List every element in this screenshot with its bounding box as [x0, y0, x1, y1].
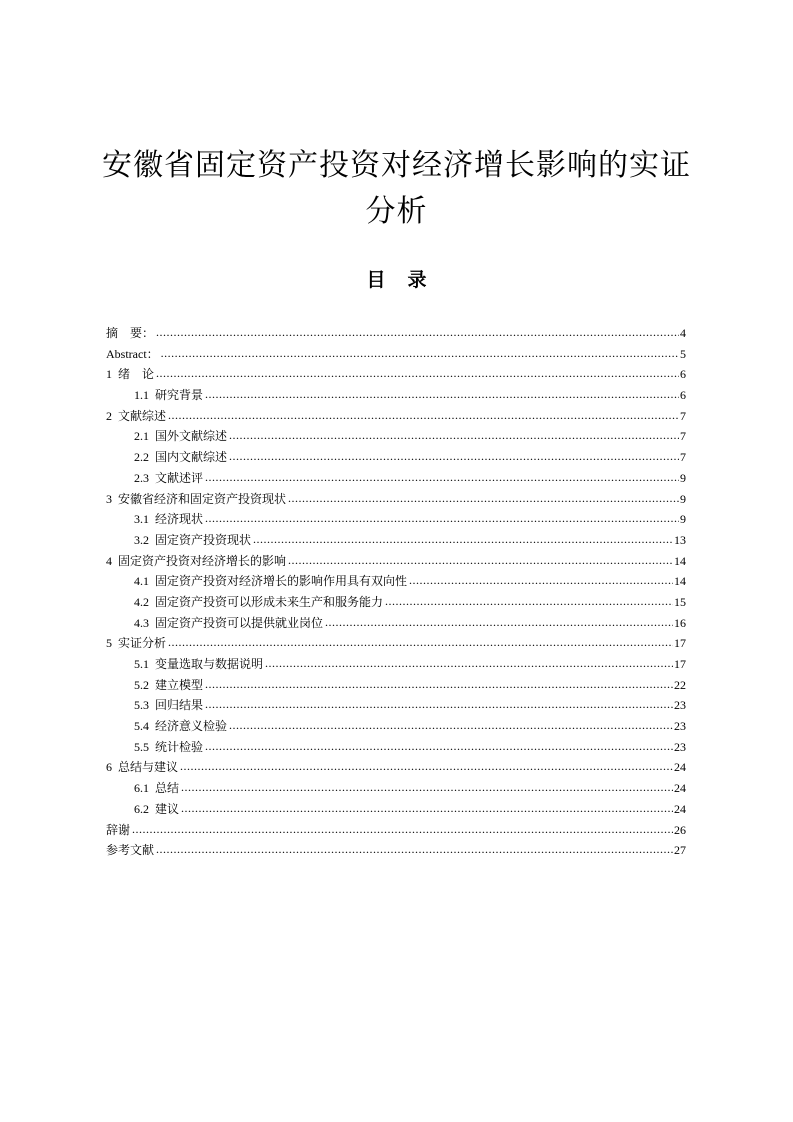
- toc-dot-leader: [205, 674, 673, 695]
- toc-entry-number: 4.3: [134, 615, 149, 630]
- toc-entry-page: 9: [680, 512, 686, 527]
- toc-entry-page: 9: [680, 491, 686, 506]
- toc-entry-page: 24: [674, 760, 686, 775]
- toc-entry-6-2[interactable]: [106, 799, 686, 820]
- toc-entry-label: 研究背景: [155, 388, 204, 403]
- toc-entry-label: 经济意义检验: [155, 719, 228, 734]
- toc-entry-page: 5: [680, 346, 686, 361]
- toc-dot-leader: [205, 384, 679, 405]
- toc-entry-4[interactable]: [106, 551, 686, 572]
- toc-entry-page: 23: [674, 719, 686, 734]
- toc-dot-leader: [205, 508, 679, 529]
- title-line-1: 安徽省固定资产投资对经济增长影响的实证: [102, 148, 691, 183]
- toc-entry-2-1[interactable]: [106, 426, 686, 447]
- toc-entry-number: 3: [106, 491, 112, 506]
- toc-entry-page: 6: [680, 388, 686, 403]
- toc-entry-page: 14: [674, 574, 686, 589]
- toc-entry-label: 固定资产投资可以提供就业岗位: [155, 615, 324, 630]
- toc-entry-page: 24: [674, 781, 686, 796]
- toc-entry-page: 4: [680, 326, 686, 340]
- toc-entry-page: 22: [674, 677, 686, 692]
- toc-entry-3[interactable]: [106, 489, 686, 510]
- toc-entry-references[interactable]: [106, 840, 686, 861]
- toc-entry-label: 文献述评: [155, 470, 204, 485]
- toc-dot-leader: [205, 467, 679, 488]
- toc-entry-number: 4: [106, 553, 112, 568]
- toc-entry-number: 2.1: [134, 429, 149, 444]
- toc-entry-label: 总结: [155, 781, 180, 796]
- toc-dot-leader: [205, 736, 673, 757]
- toc-entry-page: 17: [674, 657, 686, 671]
- toc-heading-part-2: 录: [407, 269, 427, 291]
- toc-entry-abstract-en[interactable]: [106, 344, 686, 365]
- toc-entry-page: 27: [674, 843, 686, 858]
- toc-entry-number: 3.2: [134, 532, 149, 547]
- toc-heading-part-1: 目: [366, 269, 386, 291]
- toc-dot-leader: [180, 756, 673, 777]
- toc-entry-page: 14: [674, 553, 686, 568]
- toc-entry-number: 4.1: [134, 574, 149, 589]
- toc-entry-abstract-cn[interactable]: [106, 323, 686, 344]
- toc-dot-leader: [205, 694, 673, 715]
- toc-entry-5-2[interactable]: [106, 675, 686, 696]
- toc-dot-leader: [385, 591, 673, 612]
- toc-entry-number: 5: [106, 636, 112, 651]
- toc-entry-page: 24: [674, 801, 686, 816]
- toc-entry-label: 安徽省经济和固定资产投资现状: [118, 491, 287, 506]
- toc-entry-4-3[interactable]: [106, 613, 686, 634]
- toc-entry-label: Abstract：: [106, 346, 159, 361]
- toc-entry-label: 辞谢: [106, 822, 131, 837]
- toc-entry-label: 建立模型: [155, 677, 204, 692]
- toc-entry-label: 实证分析: [118, 636, 167, 651]
- toc-entry-label: 变量选取与数据说明: [155, 657, 264, 671]
- toc-entry-2[interactable]: [106, 406, 686, 427]
- toc-entry-page: 7: [680, 408, 686, 423]
- toc-entry-5-1[interactable]: [106, 654, 686, 675]
- toc-entry-number: 3.1: [134, 512, 149, 527]
- toc-entry-number: 5.4: [134, 719, 149, 734]
- toc-entry-label: 总结与建议: [118, 760, 179, 775]
- toc-entry-page: 17: [674, 636, 686, 651]
- toc-entry-label: 参考文献: [106, 843, 155, 858]
- toc-entry-label: 文献综述: [118, 408, 167, 423]
- toc-entry-label: 建议: [155, 801, 180, 816]
- toc-dot-leader: [161, 343, 679, 364]
- toc-entry-1-1[interactable]: [106, 385, 686, 406]
- toc-dot-leader: [288, 488, 679, 509]
- toc-dot-leader: [229, 715, 673, 736]
- toc-entry-5[interactable]: [106, 633, 686, 654]
- toc-entry-3-1[interactable]: [106, 509, 686, 530]
- toc-entry-label: 国内文献综述: [155, 450, 228, 465]
- toc-entry-number: 2.3: [134, 470, 149, 485]
- toc-entry-6[interactable]: [106, 757, 686, 778]
- title-line-2: 分析: [365, 194, 428, 229]
- toc-entry-2-2[interactable]: [106, 447, 686, 468]
- toc-entry-label: 固定资产投资对经济增长的影响作用具有双向性: [155, 574, 408, 589]
- toc-entry-number: 5.1: [134, 657, 149, 671]
- toc-entry-page: 7: [680, 429, 686, 444]
- toc-dot-leader: [156, 322, 679, 343]
- toc-entry-page: 23: [674, 698, 686, 713]
- toc-entry-5-4[interactable]: [106, 716, 686, 737]
- toc-dot-leader: [132, 819, 673, 840]
- toc-entry-number: 2: [106, 408, 112, 423]
- toc-entry-number: 1: [106, 367, 112, 382]
- toc-dot-leader: [181, 798, 673, 819]
- toc-entry-page: 13: [674, 532, 686, 547]
- toc-entry-label: 绪 论: [118, 367, 155, 382]
- toc-entry-5-3[interactable]: [106, 695, 686, 716]
- toc-entry-3-2[interactable]: [106, 530, 686, 551]
- toc-entry-label: 固定资产投资现状: [155, 532, 252, 547]
- toc-dot-leader: [325, 612, 673, 633]
- toc-entry-number: 4.2: [134, 594, 149, 609]
- toc-entry-label: 固定资产投资对经济增长的影响: [118, 553, 287, 568]
- toc-entry-page: 9: [680, 470, 686, 485]
- toc-dot-leader: [156, 363, 679, 384]
- toc-entry-number: 6.1: [134, 781, 149, 796]
- toc-dot-leader: [253, 529, 673, 550]
- toc-entry-number: 6: [106, 760, 112, 775]
- toc-entry-page: 26: [674, 822, 686, 837]
- toc-entry-label: 摘 要：: [106, 326, 155, 340]
- toc-entry-2-3[interactable]: [106, 468, 686, 489]
- document-title: [100, 143, 693, 235]
- toc-dot-leader: [168, 405, 679, 426]
- toc-entry-number: 5.3: [134, 698, 149, 713]
- toc-heading: [0, 267, 793, 293]
- toc-entry-acknowledgements[interactable]: [106, 820, 686, 841]
- toc-entry-4-2[interactable]: [106, 592, 686, 613]
- toc-entry-label: 回归结果: [155, 698, 204, 713]
- toc-entry-page: 6: [680, 367, 686, 382]
- toc-entry-number: 2.2: [134, 450, 149, 465]
- toc-entry-1[interactable]: [106, 364, 686, 385]
- toc-entry-4-1[interactable]: [106, 571, 686, 592]
- toc-entry-number: 5.5: [134, 739, 149, 754]
- toc-entry-label: 统计检验: [155, 739, 204, 754]
- toc-dot-leader: [168, 632, 673, 653]
- toc-entry-page: 16: [674, 615, 686, 630]
- toc-dot-leader: [265, 653, 673, 674]
- toc-entry-page: 23: [674, 739, 686, 754]
- toc-dot-leader: [288, 550, 673, 571]
- toc-entry-label: 经济现状: [155, 512, 204, 527]
- toc-entry-page: 15: [674, 594, 686, 609]
- toc-entry-number: 6.2: [134, 801, 149, 816]
- toc-dot-leader: [229, 425, 679, 446]
- toc-dot-leader: [229, 446, 679, 467]
- toc-dot-leader: [156, 839, 673, 860]
- toc-entry-number: 5.2: [134, 677, 149, 692]
- toc-entry-6-1[interactable]: [106, 778, 686, 799]
- toc-dot-leader: [409, 570, 673, 591]
- table-of-contents: [106, 323, 686, 861]
- toc-dot-leader: [181, 777, 673, 798]
- toc-entry-label: 固定资产投资可以形成未来生产和服务能力: [155, 594, 384, 609]
- toc-entry-number: 1.1: [134, 388, 149, 403]
- toc-entry-page: 7: [680, 450, 686, 465]
- toc-entry-5-5[interactable]: [106, 737, 686, 758]
- toc-entry-label: 国外文献综述: [155, 429, 228, 444]
